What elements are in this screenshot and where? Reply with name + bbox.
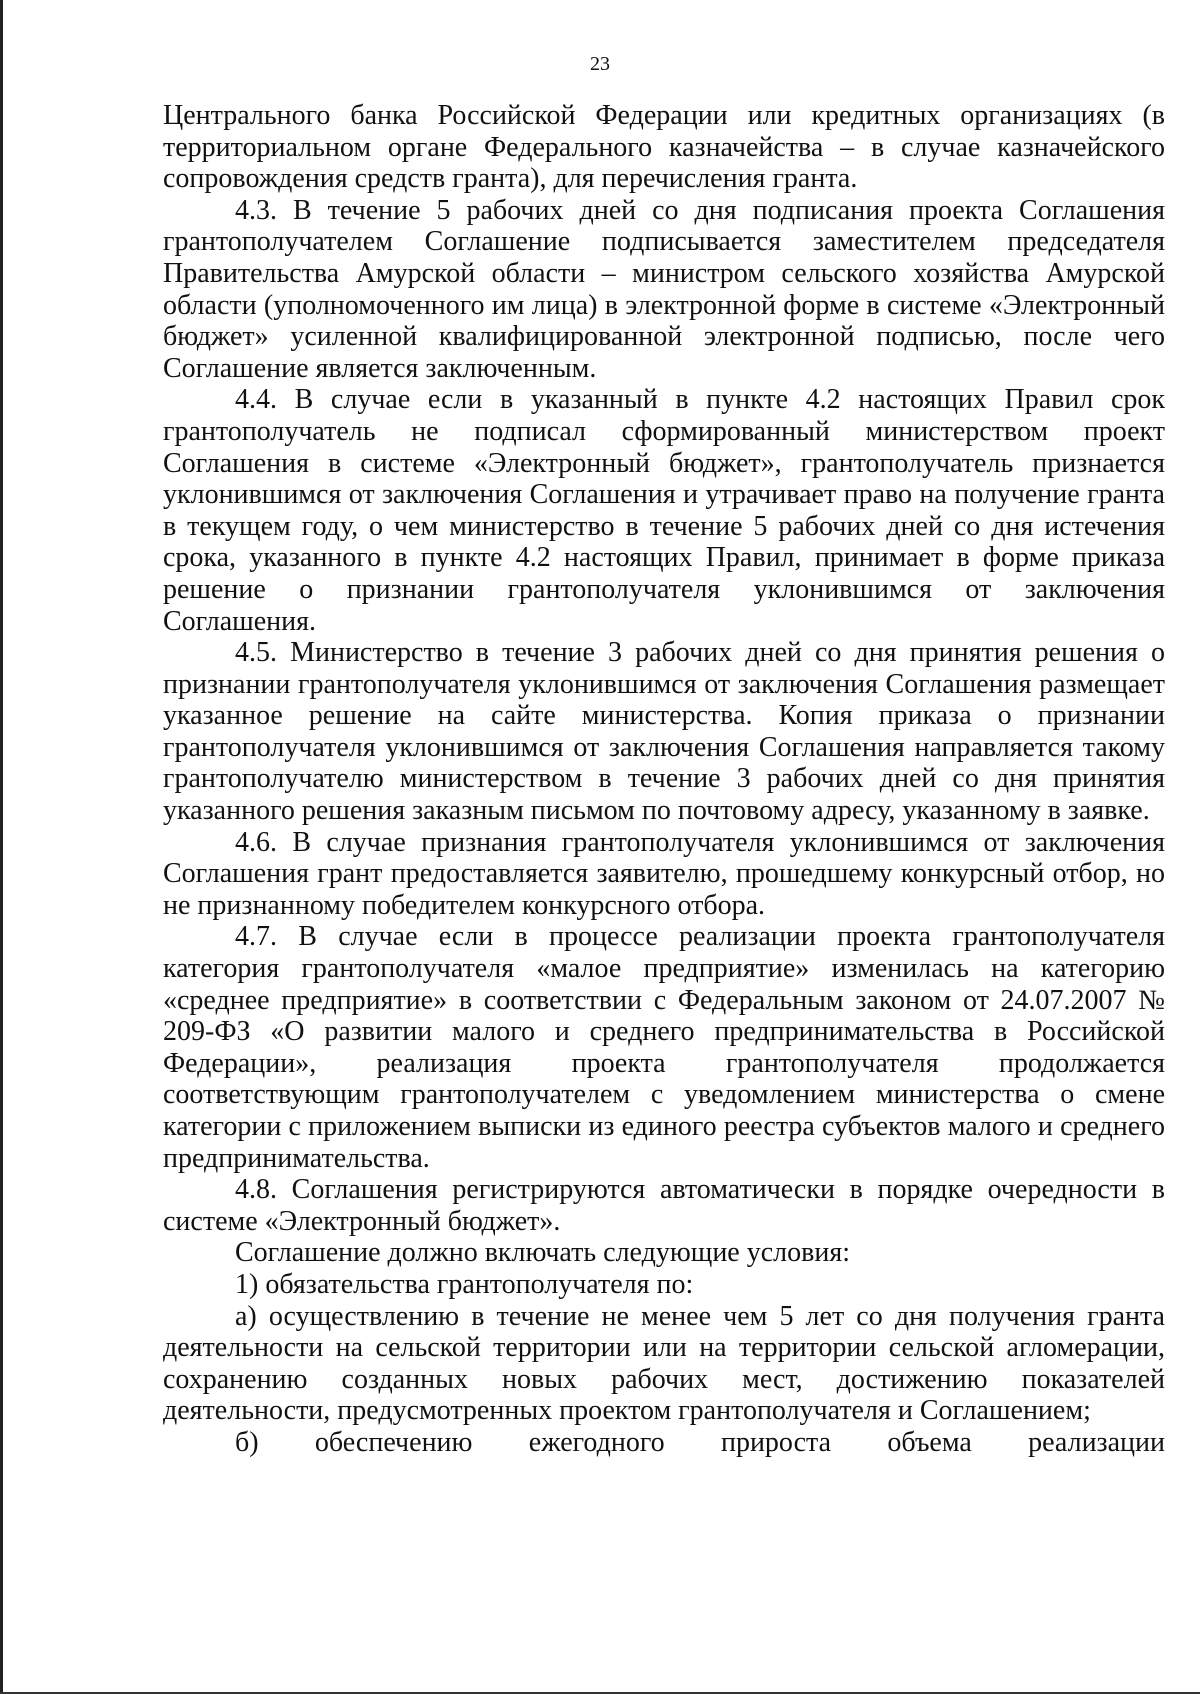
list-item-a: а) осуществлению в течение не менее чем 5 лет со дня получения гранта деятельности на сельской территории или на территории сельской агломерации, сохранению созданных новых рабочих мест, достижению показателей деятельности, предусмотренных проектом грантополучателя и Соглашением;: [163, 1300, 1165, 1427]
paragraph-4-8: 4.8. Соглашения регистрируются автоматически в порядке очередности в системе «Электронный бюджет».: [163, 1174, 1165, 1237]
page-number: 23: [590, 53, 610, 75]
document-body: [163, 100, 1165, 1459]
list-item-1: 1) обязательства грантополучателя по:: [235, 1268, 694, 1300]
paragraph-4-6: 4.6. В случае признания грантополучателя уклонившимся от заключения Соглашения грант предоставляется заявителю, прошедшему конкурсный отбор, но не признанному победителем конкурсного отбора.: [163, 826, 1165, 921]
paragraph-4-5: 4.5. Министерство в течение 3 рабочих дней со дня принятия решения о признании грантополучателя уклонившимся от заключения Соглашения размещает указанное решение на сайте министерства. Копия приказа о признании грантополучателя уклонившимся от заключения Соглашения направляется такому грантополучателю министерством в течение 3 рабочих дней со дня принятия указанного решения заказным письмом по почтовому адресу, указанному в заявке.: [163, 637, 1165, 827]
paragraph-4-4: 4.4. В случае если в указанный в пункте 4.2 настоящих Правил срок грантополучатель не подписал сформированный министерством проект Соглашения в системе «Электронный бюджет», грантополучатель признается уклонившимся от заключения Соглашения и утрачивает право на получение гранта в текущем году, о чем министерство в течение 5 рабочих дней со дня истечения срока, указанного в пункте 4.2 настоящих Правил, принимает в форме приказа решение о признании грантополучателя уклонившимся от заключения Соглашения.: [163, 384, 1165, 637]
paragraph-agreement-conditions: Соглашение должно включать следующие условия:: [235, 1237, 851, 1269]
paragraph-continuation: Центрального банка Российской Федерации или кредитных организациях (в территориальном органе Федерального казначейства – в случае казначейского сопровождения средств гранта), для перечисления гранта.: [163, 100, 1165, 195]
list-item-b: б) обеспечению ежегодного прироста объема реализации: [235, 1426, 1165, 1458]
scan-edge-left: [0, 0, 3, 1694]
paragraph-4-3: 4.3. В течение 5 рабочих дней со дня подписания проекта Соглашения грантополучателем Соглашение подписывается заместителем председателя Правительства Амурской области – министром сельского хозяйства Амурской области (уполномоченного им лица) в электронной форме в системе «Электронный бюджет» усиленной квалифицированной электронной подписью, после чего Соглашение является заключенным.: [163, 194, 1165, 384]
paragraph-4-7: 4.7. В случае если в процессе реализации проекта грантополучателя категория грантополучателя «малое предприятие» изменилась на категорию «среднее предприятие» в соответствии с Федеральным законом от 24.07.2007 № 209-ФЗ «О развитии малого и среднего предпринимательства в Российской Федерации», реализация проекта грантополучателя продолжается соответствующим грантополучателем с уведомлением министерства о смене категории с приложением выписки из единого реестра субъектов малого и среднего предпринимательства.: [163, 921, 1165, 1174]
